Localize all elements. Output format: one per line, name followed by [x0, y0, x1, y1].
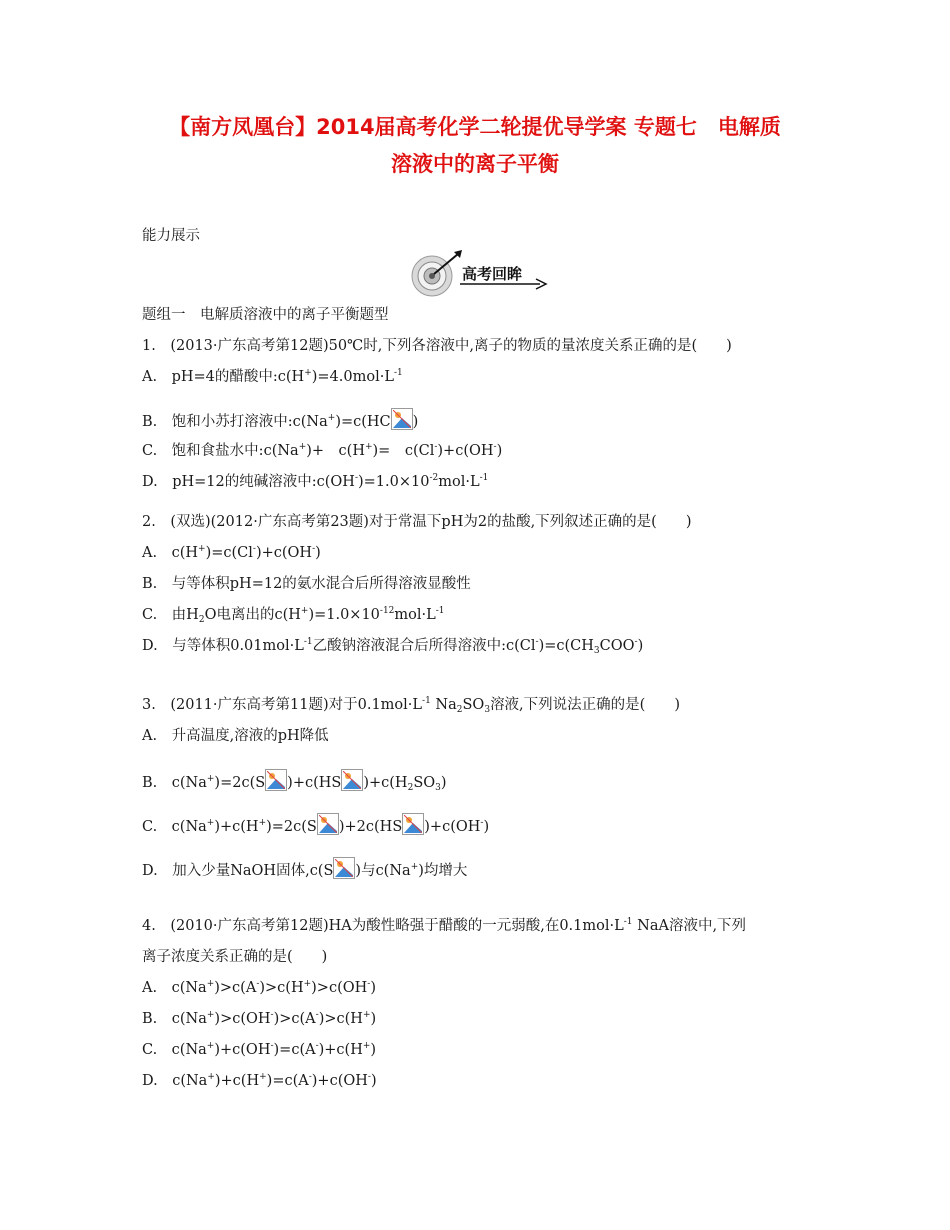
question-3-option-c: C. c(Na+)+c(H+)=2c(S )+2c(HS )+c(OH-)	[142, 813, 489, 837]
question-1-option-b: B. 饱和小苏打溶液中:c(Na+)=c(HC )	[142, 408, 418, 432]
question-3-option-a: A. 升高温度,溶液的pH降低	[142, 728, 329, 744]
document-title-line-1: 【南方凤凰台】2014届高考化学二轮提优导学案 专题七 电解质	[169, 115, 781, 139]
broken-image-icon	[265, 769, 287, 791]
question-4-option-d: D. c(Na+)+c(H+)=c(A-)+c(OH-)	[142, 1072, 377, 1089]
question-2-stem: 2. (双选)(2012·广东高考第23题)对于常温下pH为2的盐酸,下列叙述正确的是( )	[142, 514, 692, 530]
broken-image-icon	[341, 769, 363, 791]
question-2-option-a: A. c(H+)=c(Cl-)+c(OH-)	[142, 544, 321, 561]
question-4-option-a: A. c(Na+)>c(A-)>c(H+)>c(OH-)	[142, 979, 376, 996]
question-2-option-c: C. 由$H_2O$电离出的$c(H^+)=1.0\times 10^{-12}mol\cdot L^{-1}$	[142, 606, 445, 625]
section-heading: 能力展示	[142, 228, 200, 244]
question-3-option-b: B. c(Na+)=2c(S )+c(HS )$+c(H_2SO_3)$	[142, 769, 447, 793]
question-1-option-a: A. pH=4的醋酸中$:c(H^+)=4.0mol\cdot L^{-1}$	[142, 368, 403, 385]
broken-image-icon	[402, 813, 424, 835]
question-4-option-b: B. c(Na+)>c(OH-)>c(A-)>c(H+)	[142, 1010, 377, 1027]
banner-label: 高考回眸	[462, 265, 523, 283]
question-4-stem-line-1: 4. (2010·广东高考第12题)HA为酸性略强于醋酸的一元弱酸,在$0.1mol\cdot L^{-1}$ NaA溶液中,下列	[142, 917, 747, 934]
exam-review-banner	[404, 248, 549, 298]
broken-image-icon	[317, 813, 339, 835]
document-title-line-2: 溶液中的离子平衡	[391, 152, 559, 176]
question-4-stem-line-2: 离子浓度关系正确的是( )	[142, 949, 328, 965]
question-3-stem: 3. (2011·广东高考第11题)对于$0.1mol\cdot L^{-1}$ $Na_2SO_3$溶液,下列说法正确的是( )	[142, 696, 680, 715]
question-1-option-d: D. pH=12的纯碱溶液中$:c(OH^-)=1.0\times 10^{-2}mol\cdot L^{-1}$	[142, 473, 489, 490]
broken-image-icon	[333, 857, 355, 879]
question-2-option-b: B. 与等体积pH=12的氨水混合后所得溶液显酸性	[142, 576, 471, 592]
question-1-stem: 1. (2013·广东高考第12题)50℃时,下列各溶液中,离子的物质的量浓度关系正确的是( )	[142, 338, 732, 354]
question-4-option-c: C. c(Na+)+c(OH-)=c(A-)+c(H+)	[142, 1041, 377, 1058]
broken-image-icon	[391, 408, 413, 430]
question-2-option-d: D. 与等体积$0.01mol\cdot L^{-1}$乙酸钠溶液混合后所得溶液中$:c(Cl^-)=c(CH_3COO^-)$	[142, 637, 644, 656]
question-1-option-c: C. 饱和食盐水中:c(Na+)+ c(H+)= c(Cl-)+c(OH-)	[142, 442, 503, 459]
question-3-option-d: D. 加入少量NaOH固体,c(S )与c(Na+)均增大	[142, 857, 467, 881]
question-group-heading: 题组一 电解质溶液中的离子平衡题型	[142, 307, 389, 323]
